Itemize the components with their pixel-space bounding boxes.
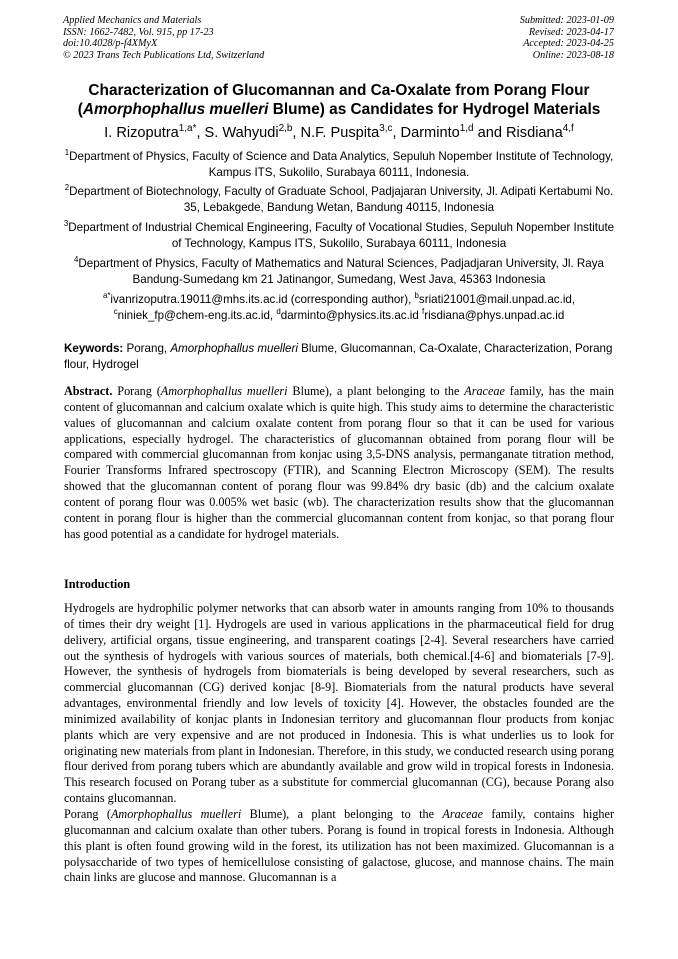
email-f[interactable]: risdiana@phys.unpad.ac.id: [424, 308, 565, 322]
affiliation-2: [58, 184, 620, 215]
author-sep: ,: [392, 125, 401, 141]
author-1: [104, 125, 204, 141]
affiliation-3: [58, 220, 620, 251]
journal-info: [63, 15, 264, 61]
abstract-text: Blume), a plant belonging to the: [287, 384, 465, 398]
date-accepted: Accepted: 2023-04-25: [523, 38, 614, 50]
keywords-text: Blume, Glucomannan, Ca-Oxalate, Characterization, Porang flour, Hydrogel: [64, 342, 613, 371]
abstract-family: Araceae: [464, 384, 505, 398]
affiliation-1: [58, 149, 620, 180]
affiliation-number: 4: [74, 255, 79, 265]
title-line-1: Characterization of Glucomannan and Ca-Oxalate from Porang Flour: [88, 82, 590, 99]
date-revised: Revised: 2023-04-17: [528, 26, 614, 38]
title-line-2-rest: Blume) as Candidates for Hydrogel Materials: [268, 101, 601, 118]
title-paren: (: [77, 101, 83, 118]
affiliation-number: 3: [63, 219, 69, 229]
date-online: Online: 2023-08-18: [532, 49, 614, 61]
author-affil-mark: 1,d: [459, 123, 474, 135]
email-d[interactable]: darminto@physics.its.ac.id: [280, 308, 419, 322]
journal-copyright: © 2023 Trans Tech Publications Ltd, Switzerland: [63, 49, 265, 61]
affiliation-text: Department of Industrial Chemical Engineering, Faculty of Vocational Studies, Sepuluh Nopember Institute of Technology, Kampus ITS, Sukolilo, Surabaya 60111, Indonesia: [68, 221, 615, 250]
intro-text: Porang (: [64, 806, 111, 821]
author-affil-mark: 1,a*: [178, 123, 197, 135]
author-sep: ,: [196, 125, 205, 141]
abstract-text: Porang (: [112, 384, 161, 398]
intro-text: family, contains higher glucomannan and calcium oxalate than other tubers. Porang is found in tropical forests in Indonesia. Although this plant is often found growing wild in the forest, its utilization has not been maximized. Glucomannan is a polysaccharide of two types of hemicellulose consisting of galactose, glucose, and mannose chains. The main chain links are glucose and mannose. Glucomannan is a: [64, 806, 614, 885]
email-mark: a*: [102, 291, 111, 301]
affiliation-number: 1: [64, 148, 70, 158]
keywords-text: Porang,: [123, 342, 171, 355]
author-list: [30, 124, 648, 142]
abstract: [64, 384, 614, 542]
intro-family: Araceae: [442, 806, 484, 821]
email-corresponding[interactable]: ivanrizoputra.19011@mhs.its.ac.id (corresponding author),: [110, 293, 415, 306]
paper-title: [40, 81, 638, 119]
affiliation-text: Department of Biotechnology, Faculty of Graduate School, Padjajaran University, Jl. Adipati Kertabumi No. 35, Lebakgede, Bandung Wetan, Bandung 40115, Indonesia: [69, 185, 614, 214]
author-sep: ,: [292, 125, 301, 141]
author-2: [205, 125, 301, 141]
author-name: S. Wahyudi: [204, 125, 279, 141]
author-affil-mark: 3,c: [379, 123, 393, 135]
title-line-2: [40, 100, 638, 119]
affiliation-text: Department of Physics, Faculty of Science and Data Analytics, Sepuluh Nopember Institute of Technology, Kampus ITS, Sukolilo, Surabaya 60111, Indonesia.: [69, 150, 614, 179]
author-affil-mark: 2,b: [278, 123, 293, 135]
author-name: Darminto: [400, 125, 460, 141]
author-name: Risdiana: [506, 125, 563, 141]
email-c[interactable]: niniek_fp@chem-eng.its.ac.id,: [117, 308, 277, 322]
author-sep: and: [473, 125, 506, 141]
email-mark: b: [414, 291, 419, 301]
email-mark: c: [113, 306, 118, 316]
section-heading-introduction: Introduction: [64, 577, 131, 591]
email-mark: f: [422, 306, 425, 316]
abstract-species: Amorphophallus muelleri: [160, 384, 288, 398]
intro-species: Amorphophallus muelleri: [110, 806, 242, 821]
author-4: [401, 125, 506, 141]
intro-paragraph-1: Hydrogels are hydrophilic polymer networks that can absorb water in amounts ranging from 10% to thousands of times their dry weight [1]. Hydrogels are used in various applications in the pharmaceutical field for drug delivery, artificial organs, tissue engineering, and transparent coatings [2-4]. Several researchers have carried out the synthesis of hydrogels with various sources of materials, both chemical.[4-6] and biomaterials [7-9]. However, the synthesis of hydrogels from biomaterials is being developed by several researchers, such as commercial glucomannan (CG) derived konjac [8-9]. Biomaterials from the natural products have several advantages, environmental friendly and low levels of toxicity [4]. However, the obstacles founded are the minimized availability of konjac plants in Indonesian territory and glucomannan flour products from konjac plants which are very expensive and are not produced in Indonesia. This is what underlies us to look for originating new materials from plant in Indonesian. Therefore, in this study, we conducted research using porang flour derived from porang tubers which are abundantly available and grow wild in tropical forests in Indonesia. This research focused on Porang tuber as a substitute for commercial glucomannan (CG), because Porang also contains glucomannan.: [64, 601, 614, 806]
title-species: Amorphophallus muelleri: [82, 101, 269, 118]
abstract-label: Abstract.: [64, 384, 113, 398]
journal-name: Applied Mechanics and Materials: [63, 15, 202, 26]
keywords-label: Keywords:: [64, 342, 124, 355]
publication-dates: [520, 15, 614, 61]
journal-issn: ISSN: 1662-7482, Vol. 915, pp 17-23: [63, 26, 214, 38]
email-mark: d: [276, 306, 281, 316]
journal-doi: doi:10.4028/p-f4XMyX: [63, 38, 158, 50]
intro-paragraph-2: [64, 807, 614, 886]
author-name: N.F. Puspita: [300, 125, 380, 141]
affiliation-text: Department of Physics, Faculty of Mathematics and Natural Sciences, Padjadjaran University, Jl. Raya Bandung-Sumedang km 21 Jatinangor, Sumedang, West Java, 45363 Indonesia: [78, 257, 604, 286]
affiliation-number: 2: [64, 183, 70, 193]
author-affil-mark: 4,f: [562, 123, 574, 135]
introduction-body: [64, 601, 614, 886]
date-submitted: Submitted: 2023-01-09: [519, 15, 614, 26]
keywords: [64, 341, 614, 372]
email-b[interactable]: sriati21001@mail.unpad.ac.id,: [418, 293, 576, 306]
affiliation-4: [58, 256, 620, 287]
keywords-species: Amorphophallus muelleri: [170, 342, 298, 355]
intro-text: Blume), a plant belonging to the: [241, 806, 443, 821]
author-name: I. Rizoputra: [104, 125, 179, 141]
author-5: [506, 125, 574, 141]
abstract-text: family, has the main content of glucomannan and calcium oxalate which is quite high. This study aims to determine the characteristic values of glucomannan and calcium oxalate content from porang flour so that it can be used for various applications, especially hydrogel. The characteristics of glucomannan obtained from porang flour will be compared with commercial glucomannan from konjac using 3,5-DNS analysis, permanganate titration method, Fourier Transforms Infrared spectroscopy (FTIR), and Scanning Electron Microscopy (SEM). The results showed that the glucomannan content of porang flour was 99.84% dry basic (db) and the calcium oxalate content of porang flour was 0.005% wet basic (wb). The characterization results show that the glucomannan content in porang flour is higher than the commercial glucomannan content from konjac, so that porang flour has good potential as a candidate for hydrogel materials.: [64, 384, 615, 541]
author-emails: [58, 292, 620, 323]
author-3: [301, 125, 401, 141]
